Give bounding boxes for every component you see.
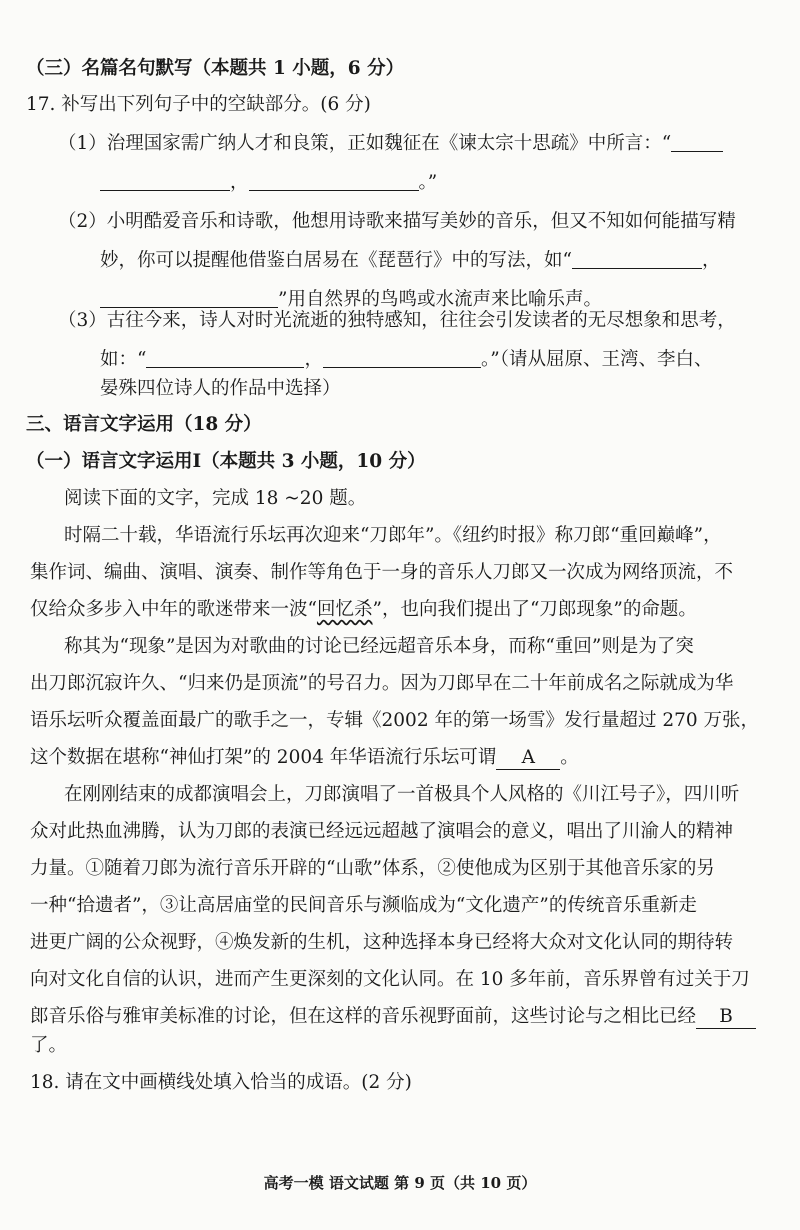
reading-instruction: 阅读下面的文字，完成 18 ~20 题。 [64, 488, 367, 509]
passage-line-9: 众对此热血沸腾，认为刀郎的表演已经远远超越了演唱会的意义，唱出了川渝人的精神 [30, 821, 734, 842]
q17-part2-text: 妙，你可以提醒他借鉴白居易在《琵琶行》中的写法，如“ [100, 250, 572, 271]
passage-line-7-end: 。 [560, 747, 579, 768]
q17-part2-tail: ”用自然界的鸟鸣或水流声来比喻乐声。 [278, 289, 602, 310]
q17-part3-line2 [0, 347, 800, 373]
q17-part1-blank-c[interactable] [249, 170, 419, 191]
passage-line-12: 进更广阔的公众视野，④焕发新的生机，这种选择本身已经将大众对文化认同的期待转 [30, 932, 734, 953]
q17-part1-line2 [0, 170, 800, 196]
passage-line-3 [0, 597, 800, 623]
passage-line-1: 时隔二十载，华语流行乐坛再次迎来“刀郎年”。《纽约时报》称刀郎“重回巅峰”， [64, 525, 722, 546]
q17-part1-text: （1）治理国家需广纳人才和良策，正如魏征在《谏太宗十思疏》中所言：“ [58, 133, 672, 154]
q17-part1-blank-b[interactable] [100, 170, 230, 191]
passage-line-14 [0, 1004, 800, 1030]
question-17-title: 17. 补写出下列句子中的空缺部分。(6 分) [26, 94, 371, 115]
answer-blank-b[interactable]: B [696, 1006, 756, 1029]
passage-line-4: 称其为“现象”是因为对歌曲的讨论已经远超音乐本身，而称“重回”则是为了突 [64, 636, 694, 657]
q17-part1-blank-a[interactable] [671, 131, 723, 152]
section-heading-language-use: 三、语言文字运用（18 分） [26, 414, 262, 435]
passage-line-11: 一种“拾遗者”，③让高居庙堂的民间音乐与濒临成为“文化遗产”的传统音乐重新走 [30, 895, 697, 916]
q17-part1-line1 [0, 131, 800, 157]
page-footer: 高考一模 语文试题 第 9 页（共 10 页） [263, 1174, 537, 1192]
q17-part2-blank-b[interactable] [100, 287, 278, 308]
q17-part3-line3: 晏殊四位诗人的作品中选择） [100, 378, 341, 399]
passage-line-3-start: 仅给众多步入中年的歌迷带来一波“ [30, 599, 317, 620]
passage-line-2: 集作词、编曲、演唱、演奏、制作等角色于一身的音乐人刀郎又一次成为网络顶流，不 [30, 562, 734, 583]
passage-line-13: 向对文化自信的认识，进而产生更深刻的文化认同。在 10 多年前，音乐界曾有过关于刀 [30, 969, 750, 990]
q17-part2-line1: （2）小明酷爱音乐和诗歌，他想用诗歌来描写美妙的音乐，但又不知如何能描写精 [58, 211, 736, 232]
passage-line-5: 出刀郎沉寂许久、“归来仍是顶流”的号召力。因为刀郎早在二十年前成名之际就成为华 [30, 673, 734, 694]
q17-part3-comma: ， [304, 349, 323, 370]
passage-line-10: 力量。①随着刀郎为流行音乐开辟的“山歌”体系，②使他成为区别于其他音乐家的另 [30, 858, 715, 879]
q17-part3-blank-a[interactable] [146, 347, 304, 368]
question-18-title: 18. 请在文中画横线处填入恰当的成语。(2 分) [30, 1072, 412, 1093]
q17-part3-lead: 如：“ [100, 349, 147, 370]
q17-part1-close-quote: 。” [418, 172, 438, 193]
q17-part3-line1: （3）古往今来，诗人对时光流逝的独特感知，往往会引发读者的无尽想象和思考， [58, 310, 736, 331]
passage-line-15: 了。 [30, 1035, 68, 1056]
passage-line-7 [0, 745, 800, 771]
q17-part3-note: 。”（请从屈原、王湾、李白、 [480, 349, 713, 370]
q17-part1-comma: ， [230, 172, 249, 193]
q17-part2-line2 [0, 248, 800, 274]
section-heading-language-use-1: （一）语言文字运用Ⅰ（本题共 3 小题，10 分） [26, 451, 426, 472]
passage-line-14-start: 郎音乐俗与雅审美标准的讨论，但在这样的音乐视野面前，这些讨论与之相比已经 [30, 1006, 697, 1027]
passage-line-6: 语乐坛听众覆盖面最广的歌手之一，专辑《2002 年的第一场雪》发行量超过 270 万张， [30, 710, 760, 731]
q17-part3-blank-b[interactable] [323, 347, 481, 368]
passage-line-3-end: ”，也向我们提出了“刀郎现象”的命题。 [372, 599, 697, 620]
passage-line-8: 在刚刚结束的成都演唱会上，刀郎演唱了一首极具个人风格的《川江号子》，四川听 [64, 784, 740, 805]
q17-part2-blank-a[interactable] [572, 248, 702, 269]
wavy-underlined-phrase: 回忆杀 [316, 599, 373, 620]
section-heading-famous-sentences: （三）名篇名句默写（本题共 1 小题，6 分） [26, 58, 405, 79]
q17-part2-comma: ， [701, 250, 721, 271]
passage-line-7-start: 这个数据在堪称“神仙打架”的 2004 年华语流行乐坛可谓 [30, 747, 497, 768]
answer-blank-a[interactable]: A [496, 747, 560, 770]
